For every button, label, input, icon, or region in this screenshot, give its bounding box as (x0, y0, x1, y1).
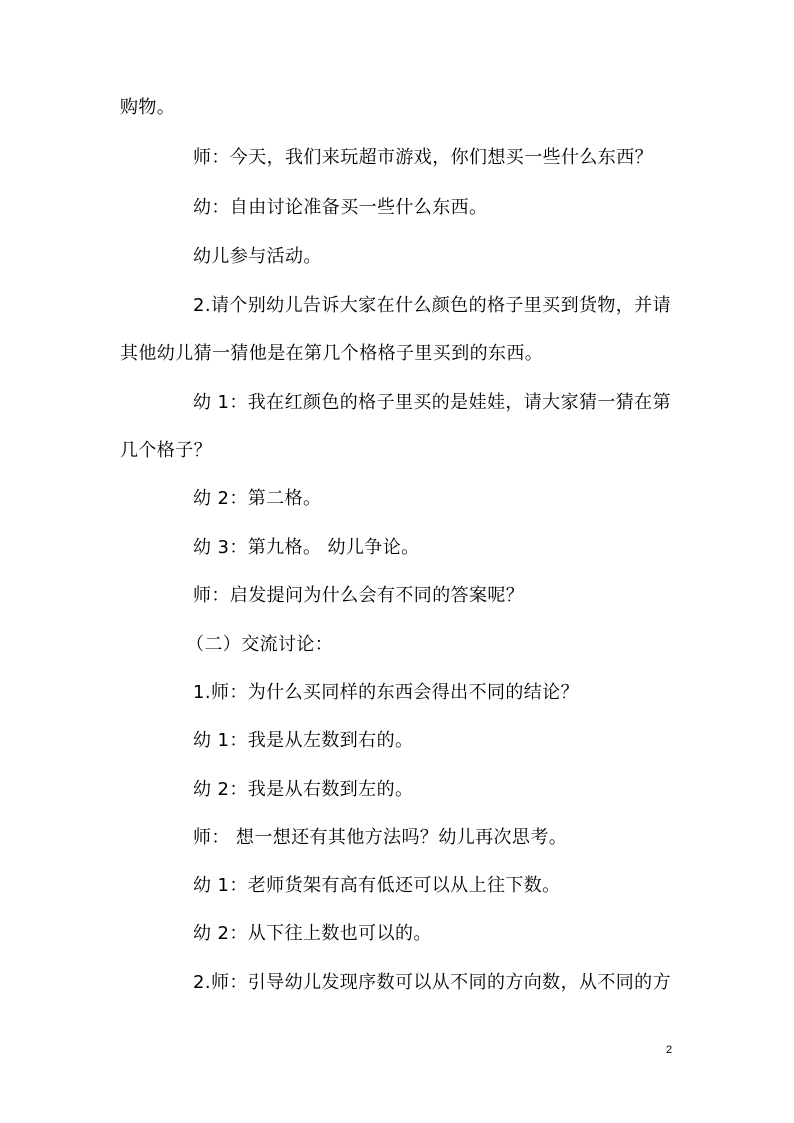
paragraph-line: 幼：自由讨论准备买一些什么东西。 (193, 197, 488, 218)
paragraph-line: 幼儿参与活动。 (193, 246, 322, 267)
paragraph-line: 其他幼儿猜一猜他是在第几个格格子里买到的东西。 (120, 343, 544, 364)
paragraph-line: 幼 2：我是从右数到左的。 (193, 779, 414, 800)
paragraph-line: 师：启发提问为什么会有不同的答案呢？ (193, 585, 525, 606)
paragraph-line: 1.师：为什么买同样的东西会得出不同的结论？ (193, 682, 579, 703)
paragraph-line: 幼 1：老师货架有高有低还可以从上往下数。 (193, 875, 561, 896)
paragraph-line: 幼 2：从下往上数也可以的。 (193, 923, 432, 944)
paragraph-line: 几个格子？ (120, 440, 212, 461)
paragraph-line: 幼 3：第九格。 幼儿争论。 (193, 537, 420, 558)
page-number: 2 (666, 1044, 673, 1056)
paragraph-line: 幼 2：第二格。 (193, 488, 322, 509)
paragraph-line: 购物。 (120, 97, 176, 118)
paragraph-line: 师：今天，我们来玩超市游戏，你们想买一些什么东西？ (193, 147, 653, 168)
paragraph-line: 幼 1：我是从左数到右的。 (193, 730, 414, 751)
paragraph-line: 2.师：引导幼儿发现序数可以从不同的方向数，从不同的方 (193, 972, 671, 993)
paragraph-line: 师： 想一想还有其他方法吗？幼儿再次思考。 (193, 827, 568, 848)
paragraph-line: 幼 1：我在红颜色的格子里买的是娃娃，请大家猜一猜在第 (193, 392, 671, 413)
section-heading: （二）交流讨论： (186, 634, 334, 655)
paragraph-line: 2.请个别幼儿告诉大家在什么颜色的格子里买到货物，并请 (193, 295, 671, 316)
